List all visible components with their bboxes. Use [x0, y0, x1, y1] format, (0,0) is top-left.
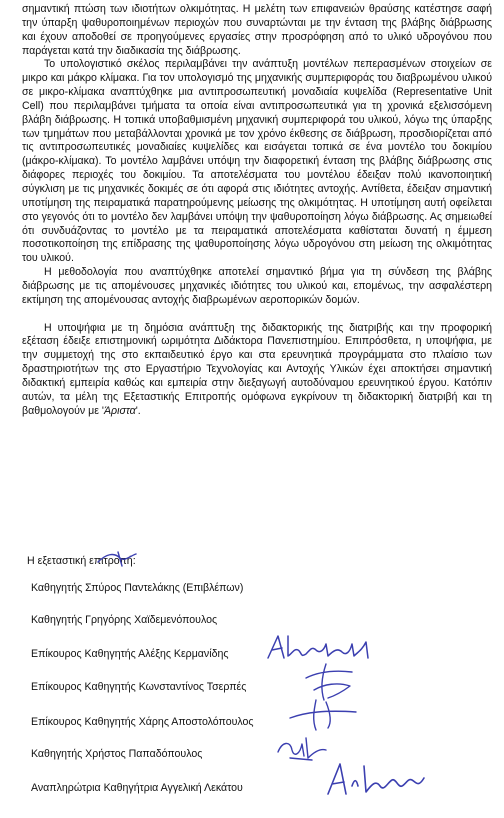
paragraph-4: [22, 322, 492, 419]
committee-member: Καθηγητής Σπύρος Παντελάκης (Επιβλέπων): [31, 582, 244, 594]
signature-lekatou: [318, 758, 434, 802]
committee-member: Αναπληρώτρια Καθηγήτρια Αγγελική Λεκάτου: [31, 782, 243, 794]
signature-apostolopoulos: [286, 696, 366, 732]
signature-papadopoulos: [272, 728, 332, 762]
paragraph-2: Το υπολογιστικό σκέλος περιλαμβάνει την ανάπτυξη μοντέλων πεπερασμένων στοιχείων σε μικρο και μάκρο κλίμακα. Για τον υπολογισμό της μηχανικής συμπεριφοράς του διαβρωμένου υλικού σε μικρο-κλίμακα αναπτύχθηκε μια αντιπροσωπευτική μοναδιαία κυψελίδα (Representative Unit Cell) που περιλαμβάνει τμήματα τα οποία είναι αντιπροσωπευτικά για τη χρονικά εξελισσόμενη βλάβη διάβρωσης. Η τοπικά υποβαθμισμένη μηχανική συμπεριφορά του υλικού, λόγω της ύπαρξης των τμημάτων που μεταβάλλονται χρονικά με τον χρόνο έκθεσης σε διάβρωση, προσδιορίζεται από τις αντιπροσωπευτικές μοναδιαίες κυψελίδες και εισάγεται τοπικά σε ένα μοντέλο του δοκιμίου (μάκρο-κλίμακα). Το μοντέλο λαμβάνει υπόψη την διαφορετική ένταση της βλάβης διάβρωσης στις διάφορες περιοχές του δοκιμίου. Τα αποτελέσματα του μοντέλου έδειξαν πολύ ικανοποιητική σύγκλιση με τις μηχανικές δοκιμές σε ότι αφορά στις ιδιότητες αντοχής. Αντίθετα, έδειξαν σημαντική υποτίμηση της πειραματικά παρατηρούμενης μείωσης της ολκιμότητας. Η υποτίμηση αυτή οφείλεται στο γεγονός ότι το μοντέλο δεν λαμβάνει υπόψη την ψαθυροποίηση λόγω διάβρωσης. Ας σημειωθεί ότι συνδυάζοντας το μοντέλο με τα πειραματικά αποτελέσματα καθίσταται δυνατή η έμμεση ποσοτικοποίηση της επίδρασης της ψαθυροποίησης λόγω υδρογόνου στη μείωση της ολκιμότητας του υλικού.: [22, 58, 492, 265]
committee-member: Καθηγητής Χρήστος Παπαδόπουλος: [31, 748, 203, 760]
grade-text: Άριστα: [103, 404, 136, 417]
committee-member: Καθηγητής Γρηγόρης Χαϊδεμενόπουλος: [31, 614, 218, 626]
committee-title: Η εξεταστική επιτροπή:: [27, 555, 136, 567]
committee-member: Επίκουρος Καθηγητής Αλέξης Κερμανίδης: [31, 648, 229, 660]
signature-tserpes: [300, 660, 364, 704]
paragraph-1: σημαντική πτώση των ιδιοτήτων ολκιμότητας. Η μελέτη των επιφανειών θραύσης κατέστησε σαφή την ύπαρξη ψαθυροποιημένων περιοχών που συναρτώνται με την ένταση της βλάβης διάβρωσης και έχουν αποδοθεί σε προηγούμενες εργασίες στην προσρόφηση από το υλικό υδρογόνου που παράγεται κατά την διαδικασία της διάβρωσης.: [22, 3, 492, 57]
document-page: [22, 3, 492, 418]
grade-suffix: '.: [135, 404, 141, 417]
signature-kermanidis: [264, 630, 380, 664]
paragraph-3: Η μεθοδολογία που αναπτύχθηκε αποτελεί σημαντικό βήμα για τη σύνδεση της βλάβης διάβρωσης με τις απομένουσες μηχανικές ιδιότητες του υλικού και, επομένως, την ασφαλέστερη εκτίμηση της απομένουσας αντοχής διαβρωμένων αεροπορικών δομών.: [22, 266, 492, 306]
committee-member: Επίκουρος Καθηγητής Χάρης Αποστολόπουλος: [31, 716, 254, 728]
paragraph-4-text: Η υποψήφια με τη δημόσια ανάπτυξη της διδακτορικής της διατριβής και την προφορική εξέταση έδειξε επιστημονική ωριμότητα Διδάκτορα Πανεπιστημίου. Επιπρόσθετα, η υποψήφια, με την συμμετοχή της στο εκπαιδευτικό έργο και στα ερευνητικά προγράμματα στο πλαίσιο των δραστηριοτήτων της στο Εργαστήριο Τεχνολογίας και Αντοχής Υλικών έχει αποκτήσει σημαντική διδακτική εμπειρία καθώς και εμπειρία στην διεξαγωγή αυτοδύναμου ερευνητικού έργου. Κατόπιν αυτών, τα μέλη της Εξεταστικής Επιτροπής ομόφωνα εγκρίνουν τη διδακτορική διατριβή και τη βαθμολογούν με ': [22, 321, 492, 417]
committee-member: Επίκουρος Καθηγητής Κωνσταντίνος Τσερπές: [31, 681, 247, 693]
